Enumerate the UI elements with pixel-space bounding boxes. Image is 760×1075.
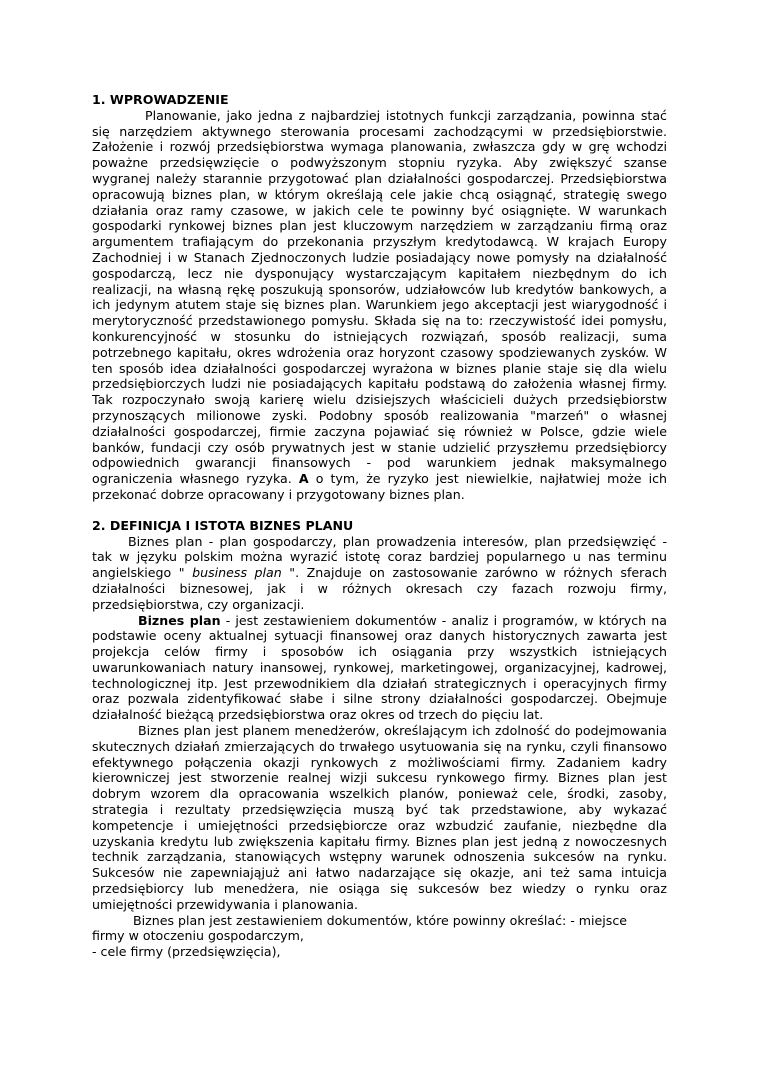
- section-1-paragraph-tail: o tym, że ryzyko jest niewielkie, najłatwiej może ich przekonać dobrze opracowany i przygotowany biznes plan.: [92, 471, 667, 502]
- section-2-paragraph-2-text: - jest zestawieniem dokumentów - analiz i programów, w których na podstawie oceny aktualnej sytuacji finansowej oraz danych historycznych zawarta jest projekcja celów firmy i sposobów ich osiągania przy wszystkich istniejących uwarunkowaniach natury inansowej, rynkowej, marketingowej, organizacyjnej, kadrowej, technologicznej itp. Jest przewodnikiem dla działań strategicznych i operacyjnych firmy oraz pozwala zidentyfikować słabe i silne strony działalności gospodarczej. Obejmuje działalność bieżącą przedsiębiorstwa oraz okres od trzech do pięciu lat.: [92, 612, 667, 723]
- section-2-paragraph-3: Biznes plan jest planem menedżerów, określającym ich zdolność do podejmowania skutecznych działań zmierzających do trwałego usytuowania się na rynku, czyli finansowo efektywnego połączenia okazji rynkowych z możliwościami firmy. Zadaniem kadry kierowniczej jest stworzenie realnej wizji sukcesu rynkowego firmy. Biznes plan jest dobrym wzorem dla opracowania wszelkich planów, ponieważ cele, środki, zasoby, strategia i rezultaty przedsięwzięcia muszą być tak przedstawione, aby wykazać kompetencje i umiejętności przedsiębiorcze oraz wzbudzić zaufanie, niezbędne dla uzyskania kredytu lub zwiększenia kapitału firmy. Biznes plan jest jedną z nowoczesnych technik zarządzania, stanowiących wstępny warunek odnoszenia sukcesów na rynku. Sukcesów nie zapewniająjuż ani łatwo nadarzające się okazje, ani też sama intuicja przedsiębiorcy lub menedżera, nie osiąga się sukcesów bez wiedzy o rynku oraz umiejętności przewidywania i planowania.: [92, 723, 667, 912]
- section-2-paragraph-1: [92, 534, 667, 613]
- section-2-paragraph-4-line-1: Biznes plan jest zestawieniem dokumentów, które powinny określać: - miejsce: [133, 912, 628, 928]
- biznes-plan-bold-term: Biznes plan: [138, 612, 221, 628]
- section-1-paragraph-bold-word: A: [298, 471, 309, 487]
- definition-text-start: Biznes plan - plan gospodarczy, plan prowadzenia interesów, plan przedsięwzięć - tak w języku polskim można wyrazić istotę coraz bardziej popularnego u nas terminu angielskiego ": [92, 533, 667, 581]
- section-1-paragraph: [92, 108, 667, 503]
- definition-italic-term: business plan: [192, 565, 282, 581]
- document-page: [92, 92, 667, 960]
- definition-text-end: ". Znajduje on zastosowanie zarówno w różnych sferach działalności biznesowej, jak i w różnych okresach czy fazach rozwoju firmy, przedsiębiorstwa, czy organizacji.: [92, 565, 667, 612]
- section-2-list-item: - cele firmy (przedsięwzięcia),: [92, 944, 281, 960]
- section-2-paragraph-4-line-2: firmy w otoczeniu gospodarczym,: [92, 928, 304, 944]
- section-1-paragraph-text: Planowanie, jako jedna z najbardziej istotnych funkcji zarządzania, powinna stać się narzędziem aktywnego sterowania procesami zachodzącymi w przedsiębiorstwie. Założenie i rozwój przedsiębiorstwa wymaga planowania, zwłaszcza gdy w grę wchodzi poważne przedsięwzięcie o podwyższonym stopniu ryzyka. Aby zwiększyć szanse wygranej należy starannie przygotować plan działalności gospodarczej. Przedsiębiorstwa opracowują biznes plan, w którym określają cele jakie chcą osiągnąć, strategię swego działania oraz ramy czasowe, w jakich cele te powinny być osiągnięte. W warunkach gospodarki rynkowej biznes plan jest kluczowym narzędziem w zarządzaniu firmą oraz argumentem trafiającym do przekonania przyszłym kredytodawcą. W krajach Europy Zachodniej i w Stanach Zjednoczonych ludzie posiadający nowe pomysły na działalność gospodarczą, lecz nie dysponujący wystarczającym kapitałem niezbędnym do ich realizacji, na własną rękę poszukują sponsorów, udziałowców lub kredytów bankowych, a ich jedynym atutem staje się biznes plan. Warunkiem jego akceptacji jest wiarygodność i merytoryczność przedstawionego pomysłu. Składa się na to: rzeczywistość idei pomysłu, konkurencyjność w stosunku do istniejących rozwiązań, sposób realizacji, suma potrzebnego kapitału, okres wdrożenia oraz horyzont czasowy spodziewanych zysków. W ten sposób idea działalności gospodarczej wyrażona w biznes planie staje się dla wielu przedsiębiorczych ludzi nie posiadających kapitału podstawą do założenia własnej firmy. Tak rozpoczynało swoją karierę wielu dzisiejszych właścicieli dużych przedsiębiorstw przynoszących milionowe zyski. Podobny sposób realizowania "marzeń" o własnej działalności gospodarczej, firmie zaczyna pojawiać się również w Polsce, gdzie wiele banków, fundacji czy osób prywatnych jest w stanie udzielić przyszłemu przedsiębiorcy odpowiednich gwarancji finansowych - pod warunkiem jednak maksymalnego ograniczenia własnego ryzyka.: [92, 107, 667, 487]
- section-2-paragraph-2: [92, 613, 667, 724]
- section-1-heading: 1. WPROWADZENIE: [92, 92, 229, 107]
- section-2-heading: 2. DEFINICJA I ISTOTA BIZNES PLANU: [92, 517, 354, 533]
